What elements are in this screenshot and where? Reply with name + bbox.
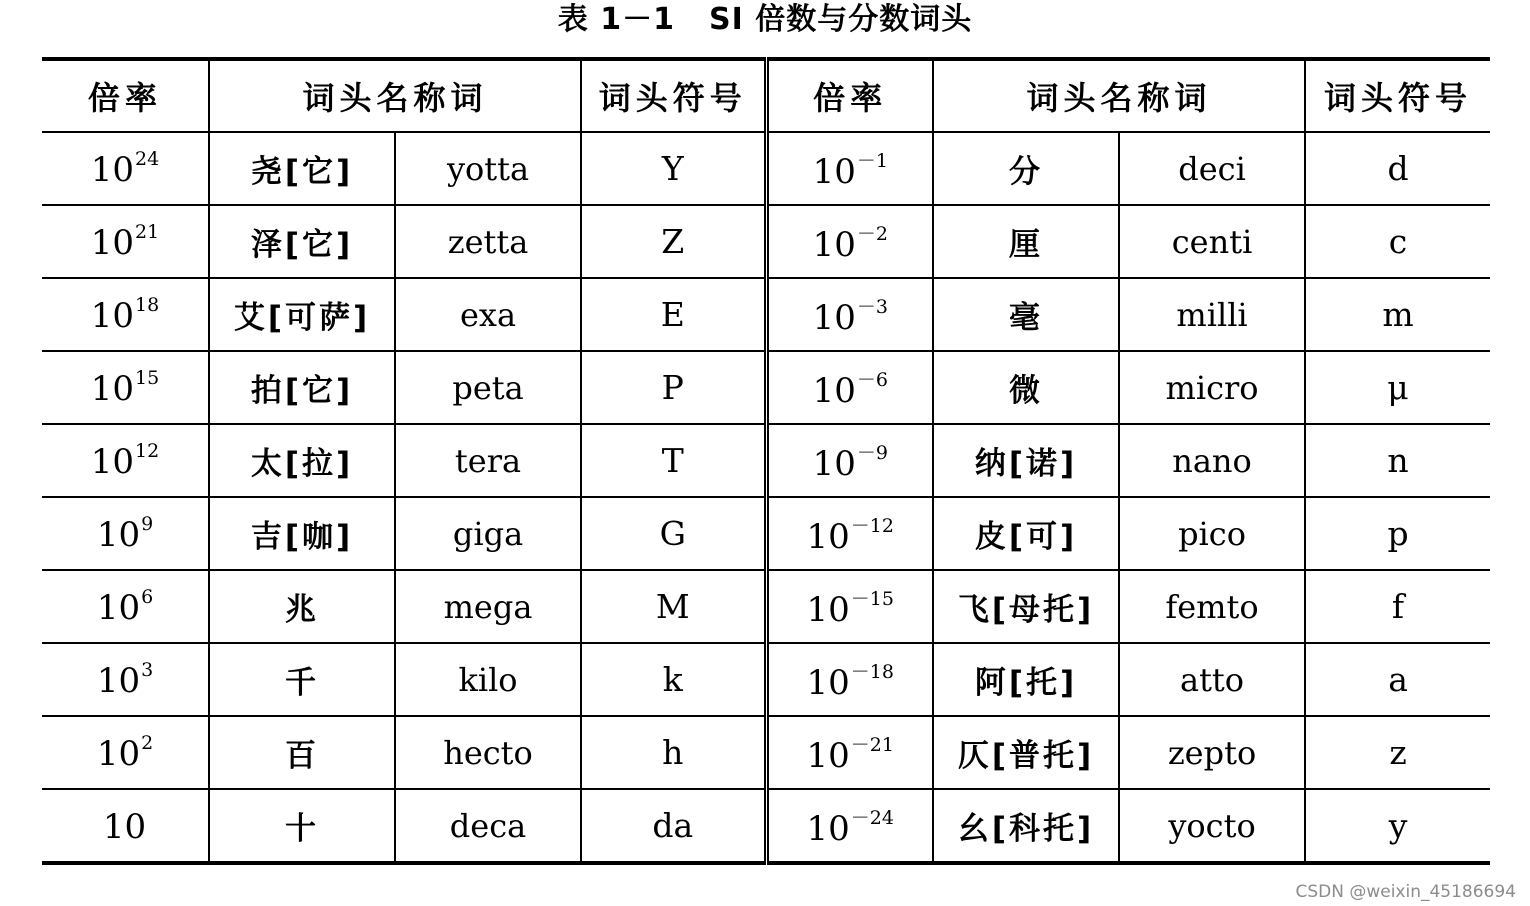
factor-exponent: －9 [856, 441, 888, 464]
factor-value [90, 293, 160, 336]
prefix-symbol: G [581, 497, 766, 570]
factor-cell [766, 351, 933, 424]
factor-exponent: －6 [856, 368, 888, 391]
prefix-name-zh: 飞[母托] [933, 570, 1119, 643]
prefix-name-zh: 十 [209, 789, 395, 863]
prefix-symbol: μ [1305, 351, 1490, 424]
prefix-symbol: P [581, 351, 766, 424]
factor-cell [766, 497, 933, 570]
factor-exponent: 21 [135, 220, 160, 243]
header-factor: 倍率 [766, 59, 933, 132]
table-row [42, 570, 1490, 643]
prefix-name-zh: 千 [209, 643, 395, 716]
factor-base: 10 [812, 151, 856, 192]
factor-base: 10 [806, 735, 850, 776]
factor-base: 10 [812, 370, 856, 411]
prefix-name-zh: 阿[托] [933, 643, 1119, 716]
prefix-name-en: deci [1119, 132, 1305, 205]
factor-base: 10 [90, 149, 135, 190]
prefix-name-zh: 兆 [209, 570, 395, 643]
factor-base: 10 [96, 514, 141, 555]
prefix-symbol: M [581, 570, 766, 643]
factor-base: 10 [90, 441, 135, 482]
table-row [42, 278, 1490, 351]
prefix-symbol: n [1305, 424, 1490, 497]
factor-cell [766, 570, 933, 643]
prefix-name-zh: 尧[它] [209, 132, 395, 205]
factor-value [812, 441, 888, 484]
prefix-symbol: da [581, 789, 766, 863]
factor-value [90, 366, 160, 409]
prefix-name-en: hecto [395, 716, 581, 789]
factor-cell [766, 132, 933, 205]
factor-value [96, 658, 154, 701]
prefix-name-en: exa [395, 278, 581, 351]
factor-value [90, 220, 160, 263]
prefix-name-en: mega [395, 570, 581, 643]
factor-cell [766, 424, 933, 497]
factor-cell [42, 424, 209, 497]
table-row [42, 132, 1490, 205]
factor-value [90, 147, 160, 190]
prefix-name-zh: 吉[咖] [209, 497, 395, 570]
factor-value [812, 368, 888, 411]
factor-value [90, 439, 160, 482]
factor-exponent: －3 [856, 295, 888, 318]
factor-cell [42, 205, 209, 278]
table-row [42, 351, 1490, 424]
factor-cell [766, 278, 933, 351]
factor-value [806, 587, 894, 630]
factor-exponent: 3 [141, 658, 154, 681]
prefix-name-en: peta [395, 351, 581, 424]
factor-exponent: 18 [135, 293, 160, 316]
factor-base: 10 [90, 295, 135, 336]
prefix-symbol: h [581, 716, 766, 789]
factor-base: 10 [90, 368, 135, 409]
factor-value [103, 807, 147, 847]
factor-base: 10 [806, 808, 850, 849]
factor-exponent: －12 [850, 514, 894, 537]
factor-value [806, 514, 894, 557]
header-prefix-symbol: 词头符号 [581, 59, 766, 132]
factor-cell [766, 643, 933, 716]
prefix-symbol: f [1305, 570, 1490, 643]
table-row [42, 643, 1490, 716]
factor-value [806, 660, 894, 703]
table-row [42, 497, 1490, 570]
header-prefix-symbol: 词头符号 [1305, 59, 1490, 132]
factor-value [96, 585, 154, 628]
prefix-name-en: kilo [395, 643, 581, 716]
table-row [42, 716, 1490, 789]
prefix-name-en: pico [1119, 497, 1305, 570]
prefix-name-en: tera [395, 424, 581, 497]
prefix-symbol: c [1305, 205, 1490, 278]
prefix-symbol: a [1305, 643, 1490, 716]
factor-exponent: －21 [850, 733, 894, 756]
watermark: CSDN @weixin_45186694 [1295, 882, 1516, 902]
factor-value [812, 149, 888, 192]
prefix-name-en: milli [1119, 278, 1305, 351]
factor-cell [42, 132, 209, 205]
prefix-name-zh: 厘 [933, 205, 1119, 278]
prefix-name-zh: 分 [933, 132, 1119, 205]
prefix-symbol: p [1305, 497, 1490, 570]
factor-base: 10 [812, 297, 856, 338]
factor-cell [42, 716, 209, 789]
prefix-name-en: yotta [395, 132, 581, 205]
factor-base: 10 [806, 516, 850, 557]
prefix-symbol: Y [581, 132, 766, 205]
factor-value [96, 512, 154, 555]
factor-exponent: －18 [850, 660, 894, 683]
prefix-name-zh: 微 [933, 351, 1119, 424]
factor-cell [42, 351, 209, 424]
prefix-name-zh: 毫 [933, 278, 1119, 351]
prefix-symbol: z [1305, 716, 1490, 789]
factor-exponent: 9 [141, 512, 154, 535]
prefix-name-en: deca [395, 789, 581, 863]
prefix-name-en: micro [1119, 351, 1305, 424]
factor-exponent: －1 [856, 149, 888, 172]
prefix-name-zh: 太[拉] [209, 424, 395, 497]
table-row [42, 205, 1490, 278]
prefix-name-en: zetta [395, 205, 581, 278]
prefix-name-en: femto [1119, 570, 1305, 643]
factor-cell [766, 205, 933, 278]
prefix-symbol: y [1305, 789, 1490, 863]
prefix-symbol: Z [581, 205, 766, 278]
factor-base: 10 [96, 660, 141, 701]
factor-cell [766, 789, 933, 863]
table-caption: SI 倍数与分数词头 [708, 2, 973, 37]
prefix-name-en: atto [1119, 643, 1305, 716]
factor-cell [42, 789, 209, 863]
prefix-name-zh: 百 [209, 716, 395, 789]
factor-exponent: 6 [141, 585, 154, 608]
factor-value [806, 733, 894, 776]
header-factor: 倍率 [87, 79, 162, 117]
factor-cell [42, 278, 209, 351]
factor-cell [42, 497, 209, 570]
prefix-name-en: zepto [1119, 716, 1305, 789]
factor-exponent: －2 [856, 222, 888, 245]
prefix-name-en: giga [395, 497, 581, 570]
table-title [0, 0, 1530, 46]
table-row [42, 789, 1490, 863]
factor-value [812, 295, 888, 338]
factor-base: 10 [96, 587, 141, 628]
factor-exponent: 24 [135, 147, 160, 170]
factor-exponent: －24 [850, 806, 894, 829]
prefix-name-en: yocto [1119, 789, 1305, 863]
prefix-symbol: E [581, 278, 766, 351]
si-prefix-table [42, 57, 1490, 865]
factor-base: 10 [812, 443, 856, 484]
header-prefix-name: 词头名称词 [209, 59, 581, 132]
prefix-symbol: T [581, 424, 766, 497]
table-number: 表 1－1 [557, 2, 675, 37]
table-row [42, 424, 1490, 497]
factor-value [806, 806, 894, 849]
prefix-symbol: k [581, 643, 766, 716]
header-prefix-name: 词头名称词 [933, 59, 1305, 132]
factor-value [812, 222, 888, 265]
factor-base: 10 [102, 806, 147, 847]
prefix-name-zh: 泽[它] [209, 205, 395, 278]
factor-cell [42, 570, 209, 643]
factor-exponent: 15 [135, 366, 160, 389]
factor-base: 10 [96, 733, 141, 774]
factor-base: 10 [90, 222, 135, 263]
factor-exponent: －15 [850, 587, 894, 610]
header-row [42, 59, 1490, 132]
prefix-name-zh: 仄[普托] [933, 716, 1119, 789]
prefix-name-zh: 幺[科托] [933, 789, 1119, 863]
prefix-name-zh: 皮[可] [933, 497, 1119, 570]
factor-exponent: 2 [141, 731, 154, 754]
prefix-name-en: nano [1119, 424, 1305, 497]
factor-value [96, 731, 154, 774]
factor-base: 10 [806, 589, 850, 630]
prefix-name-zh: 拍[它] [209, 351, 395, 424]
factor-base: 10 [812, 224, 856, 265]
factor-cell [766, 716, 933, 789]
prefix-symbol: d [1305, 132, 1490, 205]
prefix-symbol: m [1305, 278, 1490, 351]
factor-base: 10 [806, 662, 850, 703]
factor-exponent: 12 [135, 439, 160, 462]
prefix-name-en: centi [1119, 205, 1305, 278]
factor-cell [42, 643, 209, 716]
prefix-name-zh: 艾[可萨] [209, 278, 395, 351]
prefix-name-zh: 纳[诺] [933, 424, 1119, 497]
